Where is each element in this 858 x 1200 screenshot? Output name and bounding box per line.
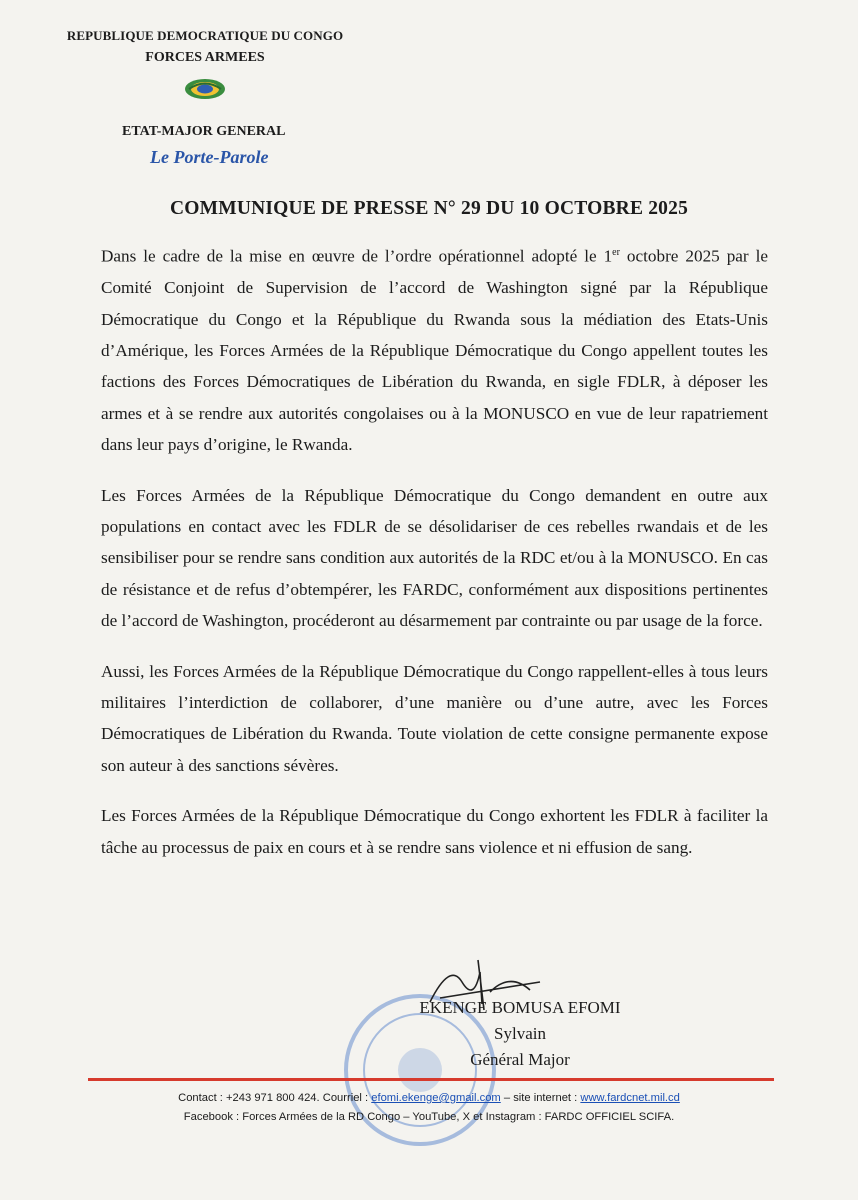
paragraph: Aussi, les Forces Armées de la République Démocratique du Congo rappellent-elles à tous leurs militaires l’interdiction de collaborer, d’une manière ou d’une autre, avec les Forces Démocratiques de Libération du Rwanda. Toute violation de cette consigne permanente expose son auteur à des sanctions sévères. [101, 661, 768, 775]
website-link[interactable]: www.fardcnet.mil.cd [580, 1092, 680, 1104]
footer [0, 1089, 858, 1127]
body-text [101, 237, 768, 882]
country-name: REPUBLIQUE DEMOCRATIQUE DU CONGO [66, 28, 344, 43]
email-link[interactable]: efomi.ekenge@gmail.com [371, 1092, 501, 1104]
etat-major-label: ETAT-MAJOR GENERAL [122, 124, 286, 139]
forces-armees-label: FORCES ARMEES [145, 50, 265, 65]
porte-parole-label: Le Porte-Parole [150, 147, 269, 167]
paragraph: Les Forces Armées de la République Démocratique du Congo exhortent les FDLR à faciliter la tâche au processus de paix en cours et à se rendre sans violence et ni effusion de sang. [101, 806, 768, 857]
paragraph: Les Forces Armées de la République Démocratique du Congo demandent en outre aux populations en contact avec les FDLR de se désolidariser de ces rebelles rwandais et de les sensibiliser pour se rendre sans condition aux autorités de la RDC et/ou à la MONUSCO. En cas de résistance et de refus d’obtempérer, les FARDC, conformément aux dispositions pertinentes de l’accord de Washington, procéderont au désarmement par contrainte ou par usage de la force. [101, 485, 768, 631]
paragraph [101, 237, 768, 461]
fardc-emblem-icon [183, 76, 227, 102]
paragraph-text: Dans le cadre de la mise en œuvre de l’ordre opérationnel adopté le 1 [101, 246, 613, 266]
site-label: – site internet : [500, 1092, 581, 1104]
paragraph-text: octobre 2025 par le Comité Conjoint de Supervision de l’accord de Washington signé par la République Démocratique du Congo et la République du Rwanda sous la médiation des Etats-Unis d’Amérique, les Forces Armées de la République Démocratique du Congo appellent toutes les factions des Forces Démocratiques de Libération du Rwanda, en sigle FDLR, à déposer les armes et à se rendre aux autorités congolaises ou à la MONUSCO en vue de leur rapatriement dans leur pays d’origine, le Rwanda. [101, 246, 768, 455]
superscript: er [612, 247, 620, 258]
signature-block [400, 995, 640, 1073]
signatory-rank: Général Major [470, 1050, 570, 1069]
footer-contact-line [0, 1089, 858, 1108]
document-title: COMMUNIQUE DE PRESSE N° 29 DU 10 OCTOBRE 2025 [169, 198, 689, 219]
footer-social-line: Facebook : Forces Armées de la RD Congo – YouTube, X et Instagram : FARDC OFFICIEL SCIFA. [183, 1111, 675, 1123]
letterhead [40, 28, 370, 102]
signatory-name: EKENGE BOMUSA EFOMI Sylvain [419, 998, 621, 1043]
contact-text: Contact : +243 971 800 424. Courriel : [178, 1092, 372, 1104]
footer-divider [88, 1078, 774, 1081]
